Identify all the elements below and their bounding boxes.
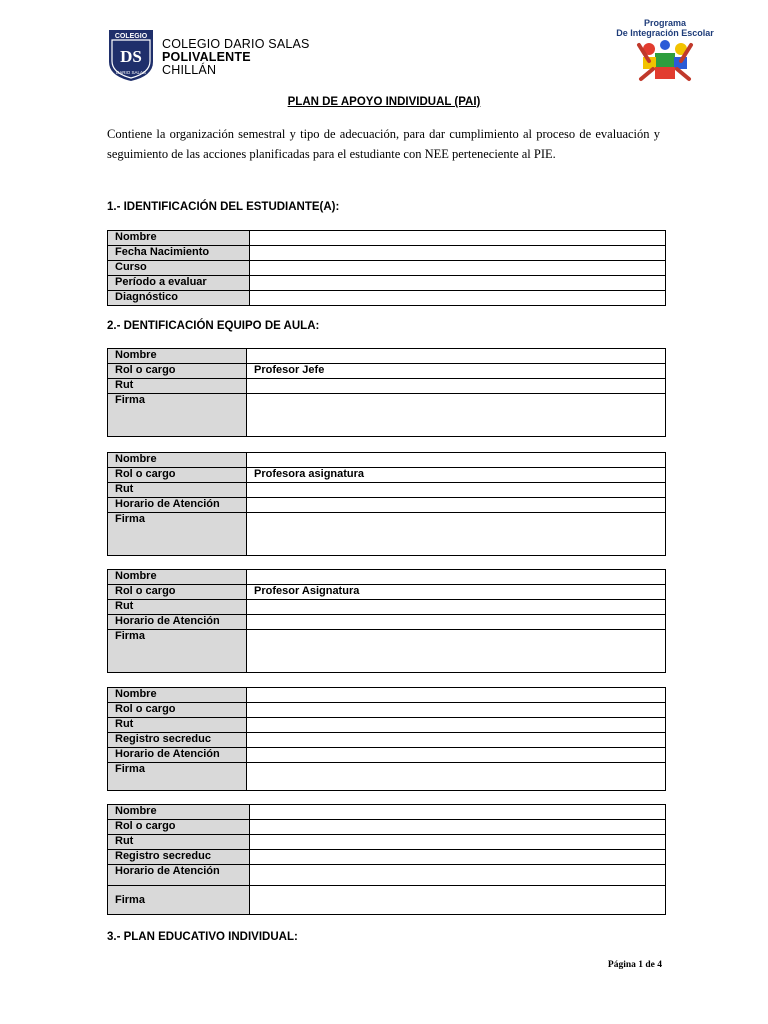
form-row [108,615,666,630]
field-label: Horario de Atención [108,615,247,630]
form-row [108,394,666,437]
field-label: Nombre [108,570,247,585]
form-row [108,261,666,276]
page-label: Página [607,960,636,970]
student-identification-table [107,230,666,306]
field-value[interactable] [250,865,666,886]
form-row [108,820,666,835]
field-label: Diagnóstico [108,291,250,306]
form-row [108,865,666,886]
field-label: Registro secreduc [108,850,250,865]
intro-paragraph: Contiene la organización semestral y tipo de adecuación, para dar cumplimiento al proceso de evaluación y seguimiento de las acciones planificadas para el estudiante con NEE perteneciente al PIE. [107,127,660,161]
field-value[interactable] [247,703,666,718]
field-label: Rol o cargo [108,585,247,600]
field-label: Rut [108,483,247,498]
form-row [108,498,666,513]
team-table-2 [107,452,666,556]
team-table-3 [107,569,666,673]
puzzle-people-icon [635,39,695,83]
field-label: Nombre [108,349,247,364]
field-label: Horario de Atención [108,748,247,763]
form-row [108,630,666,673]
team-table-4 [107,687,666,791]
section3-heading: 3.- PLAN EDUCATIVO INDIVIDUAL: [107,931,298,943]
field-label: Firma [108,394,247,437]
field-value[interactable] [250,246,666,261]
field-label: Horario de Atención [108,865,250,886]
form-row [108,585,666,600]
document-title: PLAN DE APOYO INDIVIDUAL (PAI) [287,96,481,108]
field-label: Firma [108,763,247,791]
form-row [108,805,666,820]
form-row [108,468,666,483]
form-row [108,379,666,394]
crest-monogram: DS [120,47,142,66]
field-label: Rut [108,718,247,733]
field-label: Horario de Atención [108,498,247,513]
field-label: Rol o cargo [108,820,250,835]
field-label: Rut [108,379,247,394]
field-value[interactable] [247,513,666,556]
school-name-line2: POLIVALENTE [162,50,251,64]
field-label: Firma [108,886,250,915]
form-row [108,718,666,733]
field-label: Período a evaluar [108,276,250,291]
field-value[interactable] [250,835,666,850]
field-label: Curso [108,261,250,276]
field-value[interactable] [250,276,666,291]
form-row [108,886,666,915]
form-row [108,733,666,748]
field-label: Rol o cargo [108,468,247,483]
team-table-1 [107,348,666,437]
pie-program-logo [610,18,720,84]
field-value[interactable] [247,498,666,513]
form-row [108,835,666,850]
field-value[interactable] [250,291,666,306]
school-crest-logo [107,28,155,83]
form-row [108,231,666,246]
field-label: Rut [108,835,250,850]
section1-heading: 1.- IDENTIFICACIÓN DEL ESTUDIANTE(A): [107,201,340,213]
field-value[interactable] [247,600,666,615]
field-value[interactable] [247,688,666,703]
field-value[interactable] [247,733,666,748]
form-row [108,763,666,791]
field-label: Nombre [108,805,250,820]
field-value[interactable] [247,615,666,630]
field-label: Nombre [108,231,250,246]
crest-bottom-text: DARIO SALAS [115,70,147,75]
field-value[interactable] [247,453,666,468]
section2-heading: 2.- DENTIFICACIÓN EQUIPO DE AULA: [107,320,320,332]
field-value[interactable] [250,805,666,820]
field-label: Rol o cargo [108,364,247,379]
form-row [108,513,666,556]
form-row [108,276,666,291]
field-value[interactable] [247,483,666,498]
field-value[interactable] [247,763,666,791]
form-row [108,364,666,379]
field-value[interactable] [250,261,666,276]
field-value[interactable] [247,570,666,585]
school-name-block [162,38,310,77]
field-value[interactable] [247,394,666,437]
crest-top-text: COLEGIO [114,33,148,40]
program-line1: Programa [643,18,687,28]
field-value[interactable]: Profesor Jefe [247,364,666,379]
field-label: Registro secreduc [108,733,247,748]
form-row [108,703,666,718]
field-value[interactable] [247,630,666,673]
page-footer [560,960,662,970]
of-label: de [645,960,655,970]
field-value[interactable]: Profesora asignatura [247,468,666,483]
field-label: Nombre [108,688,247,703]
school-name-line1: COLEGIO DARIO SALAS [162,37,310,51]
field-value[interactable] [247,748,666,763]
form-row [108,600,666,615]
field-value[interactable] [247,379,666,394]
field-value[interactable] [247,349,666,364]
form-row [108,453,666,468]
field-value[interactable] [250,231,666,246]
field-value[interactable] [250,850,666,865]
page-number: 1 [638,960,643,970]
field-label: Nombre [108,453,247,468]
form-row [108,291,666,306]
form-row [108,349,666,364]
form-row [108,850,666,865]
page-total: 4 [657,960,662,970]
form-row [108,570,666,585]
form-row [108,246,666,261]
team-table-5 [107,804,666,915]
school-name-line3: CHILLÁN [162,63,217,77]
field-value[interactable] [250,820,666,835]
form-row [108,748,666,763]
form-row [108,483,666,498]
field-label: Rut [108,600,247,615]
form-row [108,688,666,703]
field-value[interactable]: Profesor Asignatura [247,585,666,600]
program-line2: De Integración Escolar [616,28,714,38]
field-value[interactable] [247,718,666,733]
field-label: Firma [108,630,247,673]
field-label: Rol o cargo [108,703,247,718]
field-label: Firma [108,513,247,556]
field-label: Fecha Nacimiento [108,246,250,261]
field-value[interactable] [250,886,666,915]
